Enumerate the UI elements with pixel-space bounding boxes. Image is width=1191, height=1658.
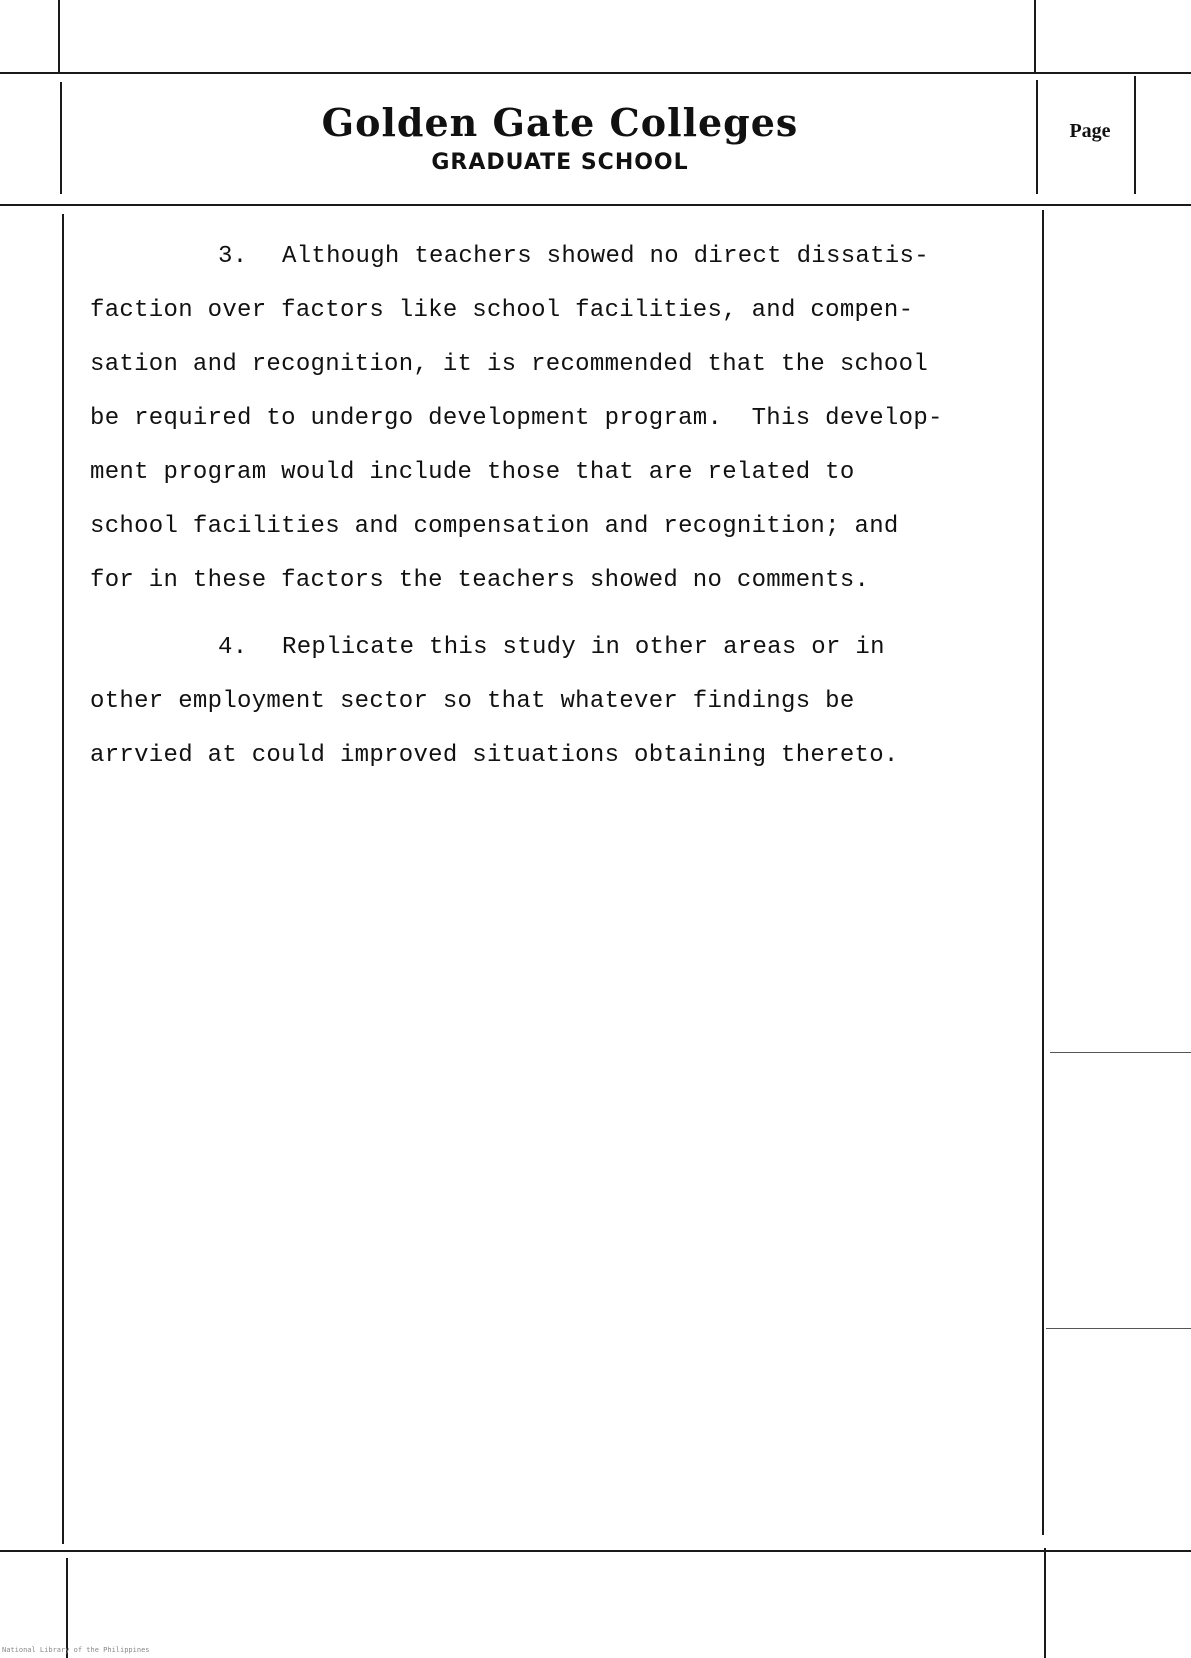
- body-left-margin: [62, 214, 64, 1544]
- item-4-number: 4.: [218, 634, 248, 661]
- header-top-rule: [0, 72, 1191, 74]
- header-bottom-rule: [0, 204, 1191, 206]
- item-3-line-3: sation and recognition, it is recommended that the school: [90, 351, 929, 378]
- frame-right-top: [1034, 0, 1036, 72]
- institution-name: Golden Gate Colleges: [321, 100, 799, 145]
- page-label: Page: [1069, 120, 1111, 142]
- item-4-line-3: arrvied at could improved situations obtaining thereto.: [90, 742, 899, 769]
- item-3-line-5: ment program would include those that are related to: [90, 459, 855, 486]
- footer-left-rule: [66, 1558, 68, 1658]
- body-right-margin: [1042, 210, 1044, 1535]
- footer-right-rule: [1044, 1548, 1046, 1658]
- item-4-line-1: Replicate this study in other areas or in: [282, 634, 885, 661]
- side-tick-2: [1046, 1328, 1191, 1329]
- item-3-line-1: Although teachers showed no direct dissatis-: [282, 243, 929, 270]
- header-left-rule: [60, 82, 62, 194]
- item-3-line-6: school facilities and compensation and recognition; and: [90, 513, 899, 540]
- school-name: GRADUATE SCHOOL: [431, 150, 689, 175]
- frame-left-top: [58, 0, 60, 72]
- item-3-number: 3.: [218, 243, 248, 270]
- header-page-left-rule: [1036, 80, 1038, 194]
- scan-note: National Library of the Philippines: [2, 1646, 150, 1654]
- item-3-line-7: for in these factors the teachers showed no comments.: [90, 567, 870, 594]
- item-3-line-4: be required to undergo development program. This develop-: [90, 405, 943, 432]
- footer-rule: [0, 1550, 1191, 1552]
- item-4-line-2: other employment sector so that whatever findings be: [90, 688, 855, 715]
- item-3-line-2: faction over factors like school facilities, and compen-: [90, 297, 914, 324]
- side-tick-1: [1050, 1052, 1191, 1053]
